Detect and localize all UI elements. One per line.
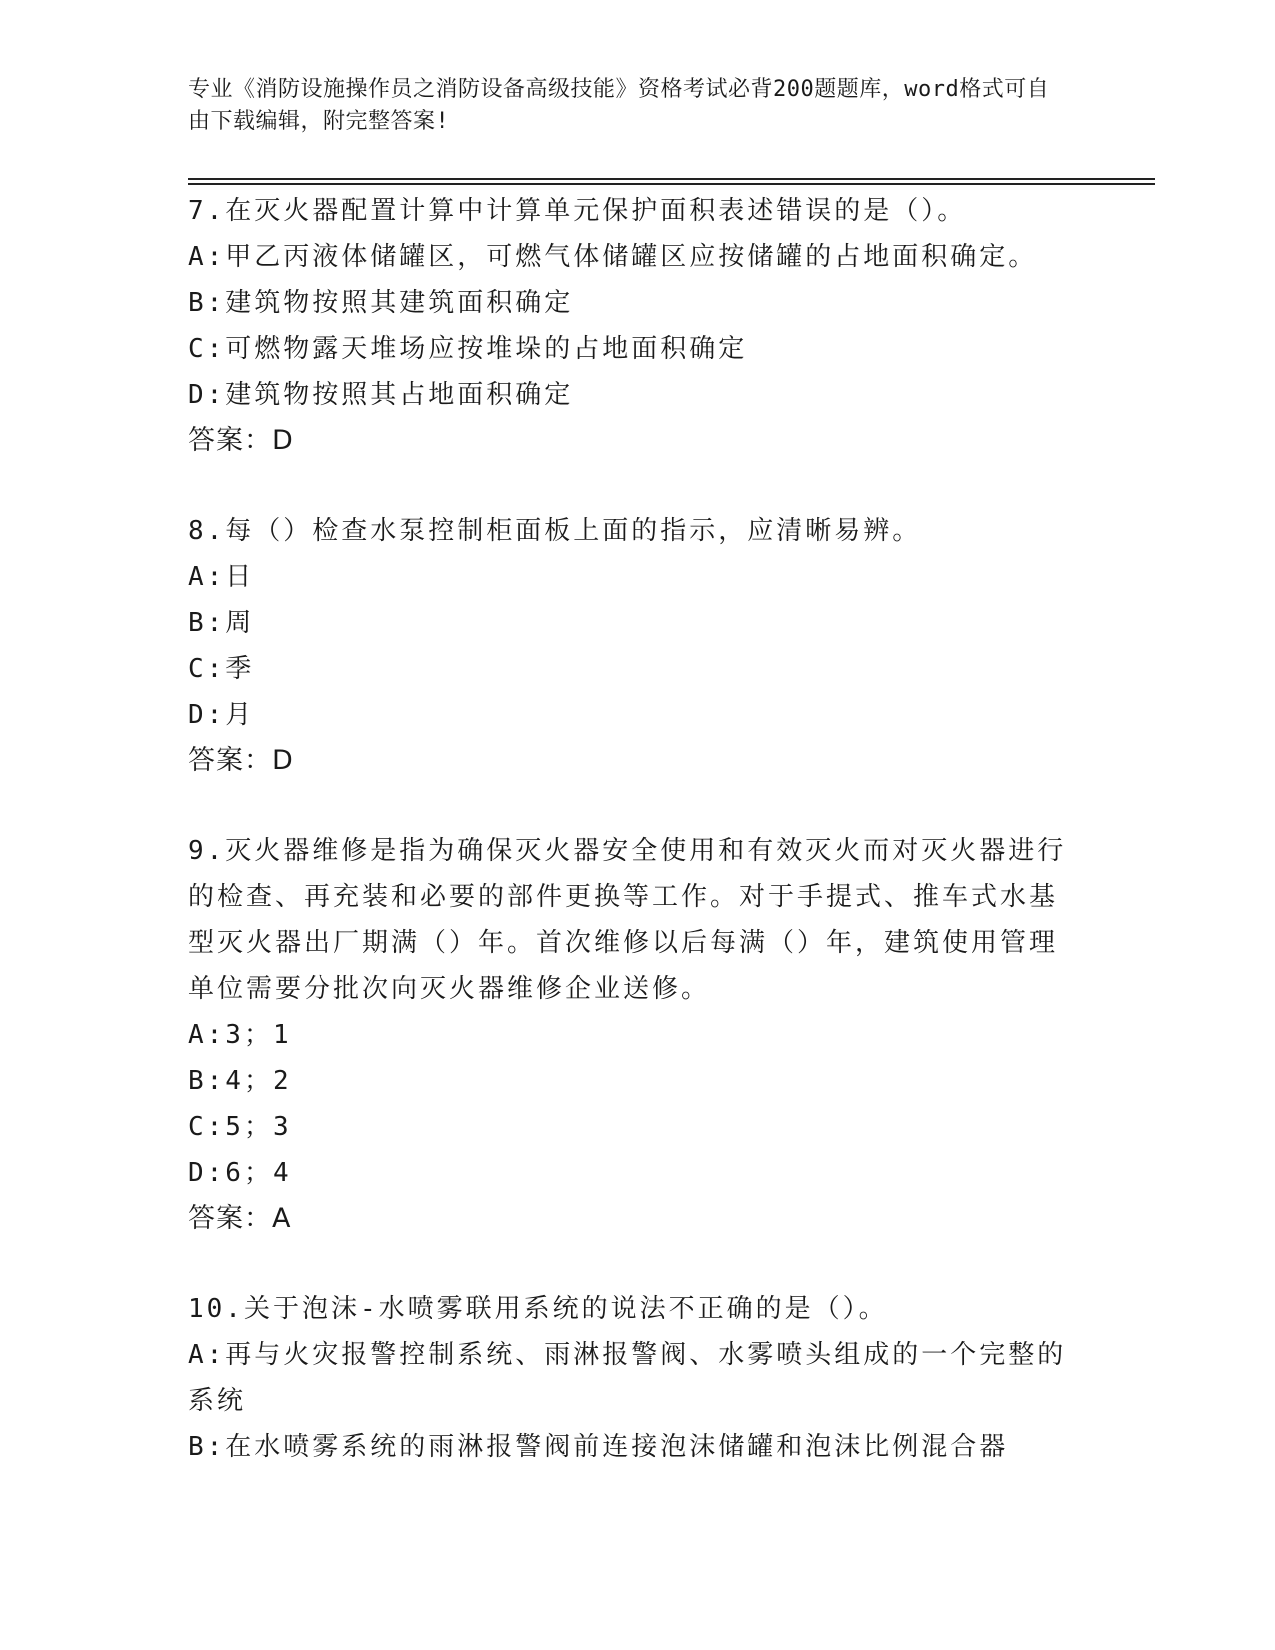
option-a: A:甲乙丙液体储罐区，可燃气体储罐区应按储罐的占地面积确定。 bbox=[188, 242, 1038, 272]
question-10 bbox=[188, 1286, 1068, 1470]
option-c: C:5；3 bbox=[188, 1112, 292, 1142]
question-stem: 9.灭火器维修是指为确保灭火器安全使用和有效灭火而对灭火器进行的检查、再充装和必要的部件更换等工作。对于手提式、推车式水基型灭火器出厂期满（）年。首次维修以后每满（）年，建筑使用管理单位需要分批次向灭火器维修企业送修。 bbox=[188, 836, 1067, 1004]
option-b: B:4；2 bbox=[188, 1066, 292, 1096]
option-c: C:季 bbox=[188, 654, 255, 684]
option-d: D:月 bbox=[188, 700, 255, 730]
question-stem: 10.关于泡沫-水喷雾联用系统的说法不正确的是（）。 bbox=[188, 1294, 888, 1324]
answer-line: 答案：A bbox=[188, 1203, 292, 1234]
question-stem: 7.在灭火器配置计算中计算单元保护面积表述错误的是（）。 bbox=[188, 196, 967, 226]
option-b: B:在水喷雾系统的雨淋报警阀前连接泡沫储罐和泡沫比例混合器 bbox=[188, 1432, 1009, 1462]
header-divider-bottom bbox=[188, 183, 1155, 185]
answer-line: 答案：D bbox=[188, 425, 294, 456]
option-a: A:再与火灾报警控制系统、雨淋报警阀、水雾喷头组成的一个完整的系统 bbox=[188, 1340, 1067, 1416]
question-7 bbox=[188, 188, 1068, 464]
option-a: A:3；1 bbox=[188, 1020, 292, 1050]
question-8 bbox=[188, 508, 1068, 784]
answer-line: 答案：D bbox=[188, 745, 294, 776]
option-c: C:可燃物露天堆场应按堆垛的占地面积确定 bbox=[188, 334, 748, 364]
option-d: D:建筑物按照其占地面积确定 bbox=[188, 380, 574, 410]
option-a: A:日 bbox=[188, 562, 255, 592]
option-d: D:6；4 bbox=[188, 1158, 292, 1188]
question-9 bbox=[188, 828, 1068, 1242]
option-b: B:周 bbox=[188, 608, 255, 638]
option-b: B:建筑物按照其建筑面积确定 bbox=[188, 288, 574, 318]
header-divider-top bbox=[188, 178, 1155, 180]
document-header: 专业《消防设施操作员之消防设备高级技能》资格考试必背200题题库，word格式可自由下载编辑，附完整答案! bbox=[188, 77, 1050, 134]
question-stem: 8.每（）检查水泵控制柜面板上面的指示，应清晰易辨。 bbox=[188, 516, 922, 546]
question-list bbox=[188, 188, 1068, 1514]
